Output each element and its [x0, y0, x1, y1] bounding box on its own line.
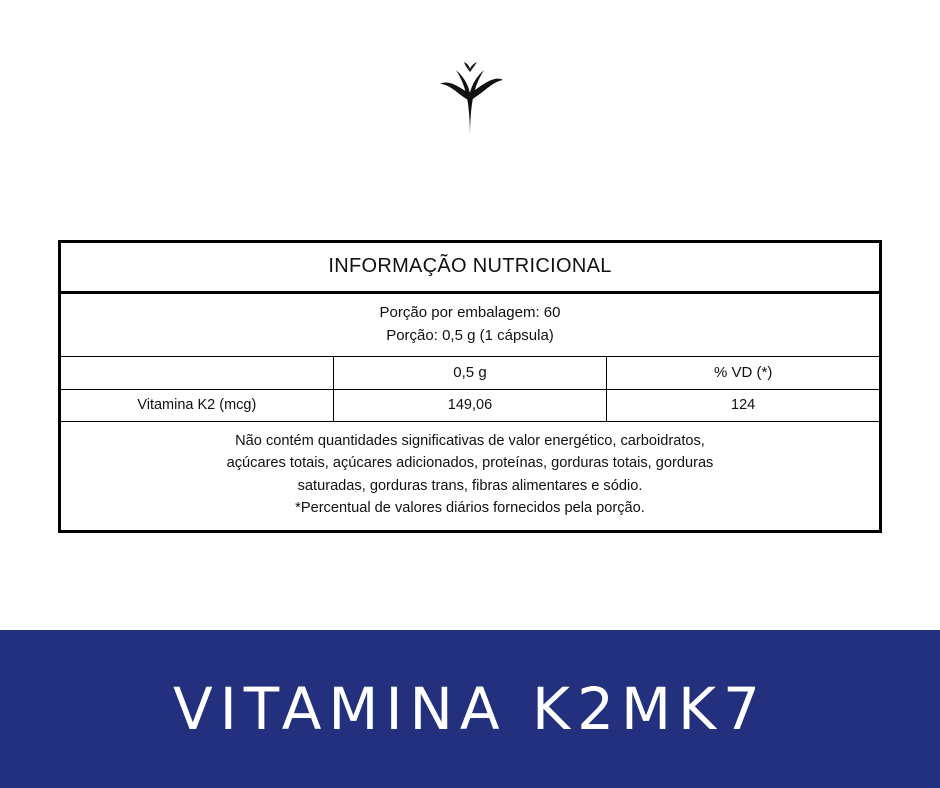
portion-size: Porção: 0,5 g (1 cápsula): [386, 327, 554, 345]
row-nutrient-amount: 149,06: [333, 389, 607, 421]
portion-info: [60, 293, 881, 357]
footnote-line-1: Não contém quantidades significativas de valor energético, carboidratos,: [235, 432, 705, 449]
table-row-header: [60, 356, 881, 389]
nutrition-facts-table: [58, 240, 882, 533]
leaf-bird-logo-icon: [434, 60, 506, 140]
table-row-footnote: [60, 421, 881, 531]
portion-per-package: Porção por embalagem: 60: [379, 304, 561, 321]
nutrition-footnote: [60, 421, 881, 531]
product-name: VITAMINA K2MK7: [173, 675, 767, 743]
nutrition-table-title: INFORMAÇÃO NUTRICIONAL: [60, 242, 881, 293]
footnote-line-4: *Percentual de valores diários fornecidos pela porção.: [295, 500, 645, 517]
spacer: [0, 533, 940, 630]
column-header-amount: 0,5 g: [333, 356, 607, 389]
nutrition-table-wrapper: [0, 200, 940, 533]
column-header-vd: % VD (*): [607, 356, 881, 389]
footnote-line-3: saturadas, gorduras trans, fibras alimentares e sódio.: [297, 477, 643, 494]
table-row-portion: [60, 293, 881, 357]
table-row: [60, 389, 881, 421]
table-row-title: [60, 242, 881, 293]
footnote-line-2: açúcares totais, açúcares adicionados, proteínas, gorduras totais, gorduras: [226, 455, 714, 472]
row-nutrient-vd: 124: [607, 389, 881, 421]
product-name-band: [0, 630, 940, 788]
column-header-nutrient: [60, 356, 334, 389]
row-nutrient-name: Vitamina K2 (mcg): [60, 389, 334, 421]
logo-area: [0, 0, 940, 200]
